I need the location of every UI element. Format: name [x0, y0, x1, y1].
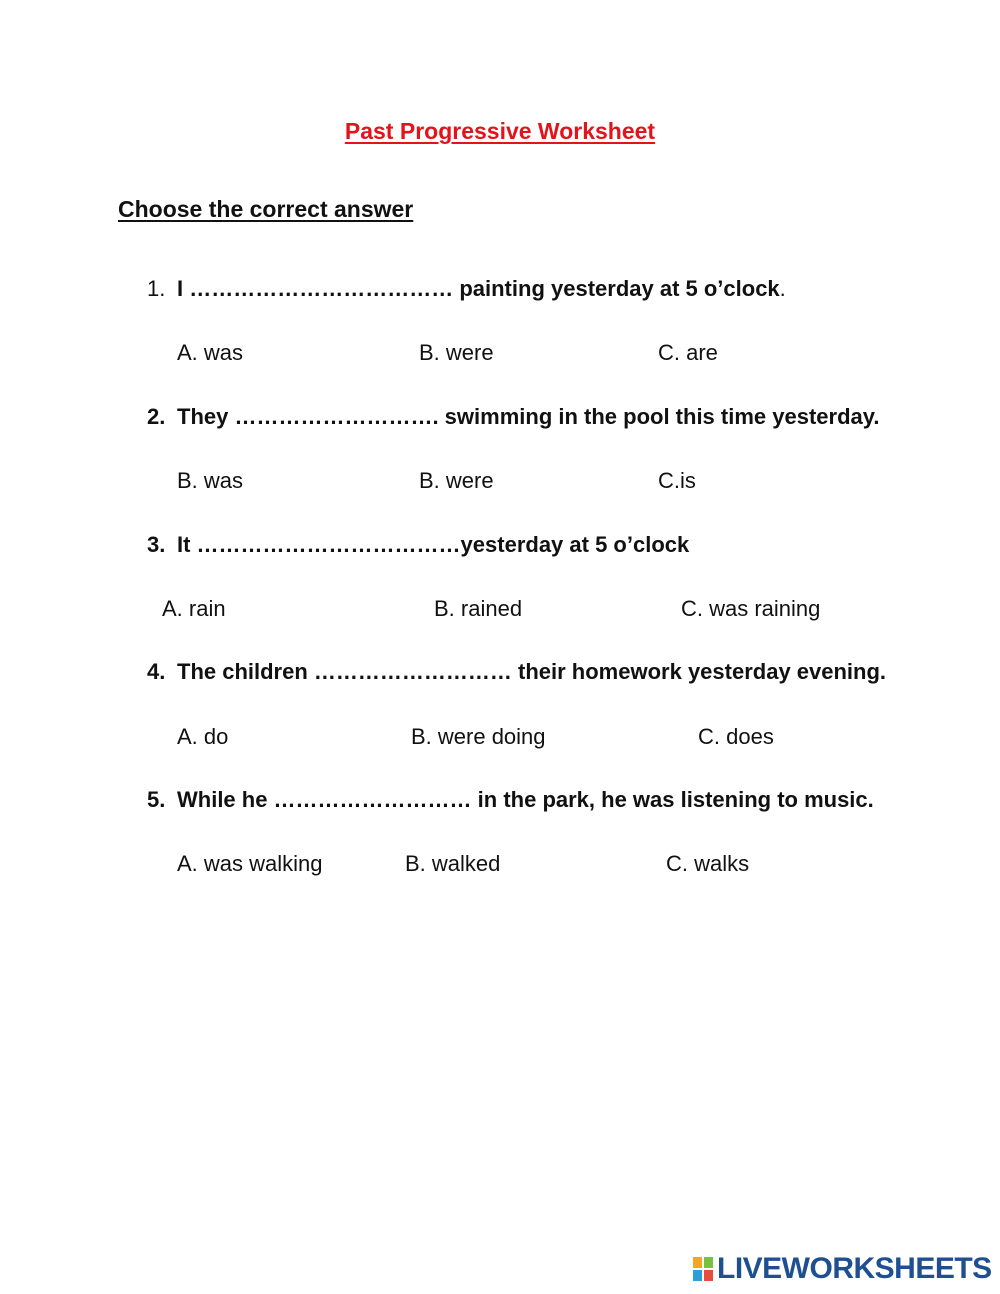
liveworksheets-logo-icon — [692, 1256, 714, 1282]
logo-tile-icon — [703, 1269, 714, 1282]
instruction-heading: Choose the correct answer — [118, 196, 414, 222]
question-5 — [0, 787, 1000, 817]
option-3c[interactable]: C. was raining — [681, 596, 821, 621]
option-5a[interactable]: A. was walking — [177, 851, 323, 876]
logo-tile-icon — [703, 1256, 714, 1269]
option-3a[interactable]: A. rain — [162, 596, 226, 621]
option-4a[interactable]: A. do — [177, 724, 229, 749]
option-1c[interactable]: C. are — [658, 340, 718, 365]
question-stem: I ……………………………… painting yesterday at 5 o’clock — [177, 276, 780, 301]
option-4b[interactable]: B. were doing — [411, 724, 546, 749]
option-3b[interactable]: B. rained — [434, 596, 523, 621]
question-number: 2. — [147, 404, 166, 429]
worksheet-title: Past Progressive Worksheet — [344, 118, 656, 144]
question-tail: . — [779, 276, 786, 301]
question-2 — [0, 404, 1000, 434]
question-text: While he ……………………… in the park, he was listening to music. — [177, 787, 874, 812]
question-text: It ………………………………yesterday at 5 o’clock — [177, 532, 690, 557]
option-2a[interactable]: B. was — [177, 468, 244, 493]
liveworksheets-logo — [692, 1254, 992, 1284]
option-2b[interactable]: B. were — [419, 468, 494, 493]
option-1b[interactable]: B. were — [419, 340, 494, 365]
logo-tile-icon — [692, 1256, 703, 1269]
logo-tile-icon — [692, 1269, 703, 1282]
option-4c[interactable]: C. does — [698, 724, 774, 749]
question-text: They ………………………. swimming in the pool this time yesterday. — [177, 404, 880, 429]
question-number: 4. — [147, 659, 166, 684]
question-3 — [0, 532, 1000, 562]
question-text: The children ……………………… their homework yesterday evening. — [177, 659, 887, 684]
question-number: 5. — [147, 787, 166, 812]
option-2c[interactable]: C.is — [658, 468, 696, 493]
option-5b[interactable]: B. walked — [405, 851, 501, 876]
question-number: 1. — [147, 276, 166, 301]
question-text — [177, 276, 786, 302]
question-4 — [0, 659, 1000, 689]
question-1 — [0, 276, 1000, 306]
option-5c[interactable]: C. walks — [666, 851, 750, 876]
logo-text: LIVEWORKSHEETS — [717, 1252, 992, 1285]
option-1a[interactable]: A. was — [177, 340, 244, 365]
question-number: 3. — [147, 532, 166, 557]
